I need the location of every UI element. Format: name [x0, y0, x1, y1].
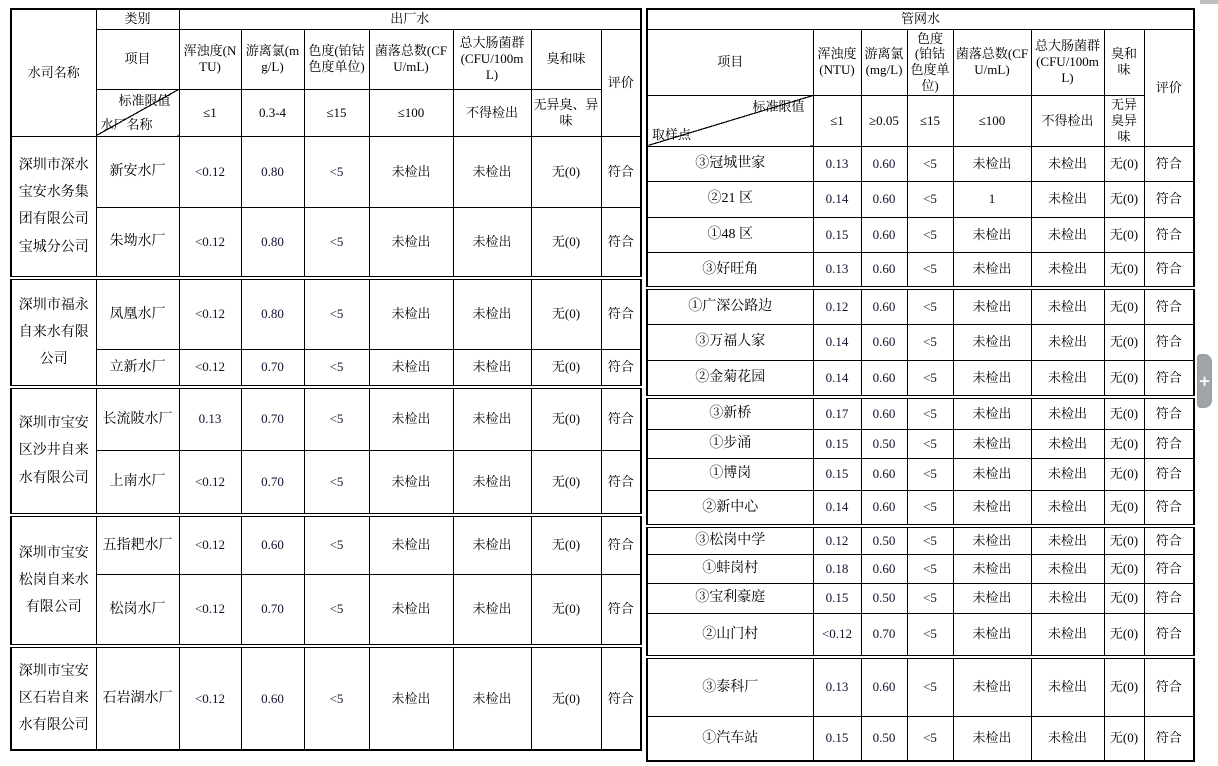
- evaluation-value: 符合: [1144, 458, 1194, 490]
- evaluation-value: 符合: [1144, 288, 1194, 324]
- color-value: <5: [907, 217, 953, 252]
- colony-count-value: 未检出: [369, 515, 453, 574]
- color-value: <5: [907, 360, 953, 397]
- turbidity-value: 0.15: [813, 583, 861, 613]
- evaluation-value: 符合: [1144, 252, 1194, 288]
- plant-name-cell: 上南水厂: [96, 450, 179, 515]
- coliform-value: 未检出: [1031, 429, 1104, 458]
- colony-count-value: 未检出: [953, 360, 1031, 397]
- sampling-point-cell: ③冠城世家: [647, 146, 813, 181]
- colony-count-value: 未检出: [953, 288, 1031, 324]
- turbidity-value: 0.15: [813, 217, 861, 252]
- evaluation-value: 符合: [1144, 554, 1194, 583]
- evaluation-value: 符合: [1144, 429, 1194, 458]
- limit-cell: 不得检出: [1031, 95, 1104, 146]
- sampling-point-cell: ②21 区: [647, 181, 813, 217]
- turbidity-value: 0.15: [813, 429, 861, 458]
- colony-count-value: 未检出: [369, 387, 453, 450]
- limit-cell: ≥0.05: [861, 95, 907, 146]
- metric-header: 臭和味: [531, 29, 601, 89]
- colony-count-value: 未检出: [369, 136, 453, 207]
- limit-cell: 无异臭异味: [1104, 95, 1144, 146]
- odor-value: 无(0): [1104, 716, 1144, 761]
- turbidity-value: 0.14: [813, 490, 861, 526]
- company-name-cell: 深圳市深水宝安水务集团有限公司宝城分公司: [11, 136, 96, 278]
- coliform-value: 未检出: [453, 278, 531, 349]
- odor-value: 无(0): [1104, 288, 1144, 324]
- coliform-value: 未检出: [453, 646, 531, 750]
- coliform-value: 未检出: [1031, 490, 1104, 526]
- metric-header: 总大肠菌群(CFU/100mL): [453, 29, 531, 89]
- top-scrollbar-fragment[interactable]: [1200, 0, 1218, 4]
- metric-header: 浑浊度(NTU): [813, 29, 861, 95]
- turbidity-value: 0.13: [813, 657, 861, 716]
- evaluation-value: 符合: [1144, 716, 1194, 761]
- odor-value: 无(0): [1104, 554, 1144, 583]
- sampling-point-cell: ③松岗中学: [647, 526, 813, 554]
- company-column-header: 水司名称: [11, 9, 96, 136]
- limit-cell: ≤1: [179, 89, 241, 136]
- odor-value: 无(0): [1104, 429, 1144, 458]
- item-header: 项目: [96, 29, 179, 89]
- color-value: <5: [907, 458, 953, 490]
- standard-limit-diagonal-cell: [647, 95, 813, 146]
- odor-value: 无(0): [1104, 657, 1144, 716]
- color-value: <5: [304, 515, 369, 574]
- chlorine-value: 0.50: [861, 716, 907, 761]
- evaluation-value: 符合: [1144, 490, 1194, 526]
- colony-count-value: 未检出: [953, 429, 1031, 458]
- colony-count-value: 未检出: [953, 217, 1031, 252]
- sampling-point-cell: ①广深公路边: [647, 288, 813, 324]
- limit-cell: ≤15: [907, 95, 953, 146]
- color-value: <5: [907, 181, 953, 217]
- limit-cell: ≤100: [953, 95, 1031, 146]
- colony-count-value: 未检出: [369, 646, 453, 750]
- sampling-point-cell: ③宝利豪庭: [647, 583, 813, 613]
- turbidity-value: <0.12: [179, 136, 241, 207]
- coliform-value: 未检出: [1031, 583, 1104, 613]
- turbidity-value: 0.14: [813, 360, 861, 397]
- color-value: <5: [304, 574, 369, 646]
- metric-header: 臭和味: [1104, 29, 1144, 95]
- color-value: <5: [304, 387, 369, 450]
- odor-value: 无(0): [1104, 324, 1144, 360]
- turbidity-value: <0.12: [179, 278, 241, 349]
- turbidity-value: 0.15: [813, 716, 861, 761]
- colony-count-value: 未检出: [953, 613, 1031, 657]
- chlorine-value: 0.60: [861, 554, 907, 583]
- evaluation-value: 符合: [601, 646, 641, 750]
- coliform-value: 未检出: [1031, 554, 1104, 583]
- colony-count-value: 未检出: [369, 574, 453, 646]
- metric-header: 菌落总数(CFU/mL): [953, 29, 1031, 95]
- odor-value: 无(0): [1104, 146, 1144, 181]
- sampling-point-cell: ①汽车站: [647, 716, 813, 761]
- coliform-value: 未检出: [1031, 458, 1104, 490]
- coliform-value: 未检出: [1031, 716, 1104, 761]
- turbidity-value: 0.12: [813, 526, 861, 554]
- plant-name-cell: 石岩湖水厂: [96, 646, 179, 750]
- color-value: <5: [907, 146, 953, 181]
- turbidity-value: 0.17: [813, 397, 861, 429]
- chlorine-value: 0.70: [241, 387, 304, 450]
- evaluation-value: 符合: [1144, 181, 1194, 217]
- coliform-value: 未检出: [1031, 146, 1104, 181]
- evaluation-value: 符合: [601, 515, 641, 574]
- evaluation-value: 符合: [601, 278, 641, 349]
- chlorine-value: 0.80: [241, 136, 304, 207]
- chlorine-value: 0.60: [861, 458, 907, 490]
- evaluation-value: 符合: [601, 349, 641, 387]
- chlorine-value: 0.80: [241, 278, 304, 349]
- standard-limit-diagonal-cell: [96, 89, 179, 136]
- colony-count-value: 未检出: [953, 490, 1031, 526]
- metric-header: 游离氯(mg/L): [861, 29, 907, 95]
- plant-name-cell: 五指耙水厂: [96, 515, 179, 574]
- plant-name-cell: 立新水厂: [96, 349, 179, 387]
- chlorine-value: 0.60: [861, 288, 907, 324]
- company-name-cell: 深圳市宝安区石岩自来水有限公司: [11, 646, 96, 750]
- coliform-value: 未检出: [453, 387, 531, 450]
- sampling-point-cell: ①步涌: [647, 429, 813, 458]
- evaluation-value: 符合: [1144, 324, 1194, 360]
- color-value: <5: [907, 397, 953, 429]
- odor-value: 无(0): [1104, 458, 1144, 490]
- coliform-value: 未检出: [1031, 613, 1104, 657]
- evaluation-value: 符合: [1144, 657, 1194, 716]
- metric-header: 游离氯(mg/L): [241, 29, 304, 89]
- odor-value: 无(0): [1104, 360, 1144, 397]
- coliform-value: 未检出: [1031, 360, 1104, 397]
- color-value: <5: [304, 136, 369, 207]
- evaluation-header: 评价: [1144, 29, 1194, 146]
- limit-cell: 0.3-4: [241, 89, 304, 136]
- colony-count-value: 未检出: [953, 324, 1031, 360]
- chlorine-value: 0.60: [861, 490, 907, 526]
- colony-count-value: 未检出: [953, 554, 1031, 583]
- sampling-point-cell: ③泰科厂: [647, 657, 813, 716]
- chlorine-value: 0.70: [861, 613, 907, 657]
- color-value: <5: [907, 324, 953, 360]
- coliform-value: 未检出: [1031, 288, 1104, 324]
- sampling-point-cell: ③新桥: [647, 397, 813, 429]
- colony-count-value: 未检出: [953, 458, 1031, 490]
- evaluation-value: 符合: [1144, 217, 1194, 252]
- limit-cell: 无异臭、异味: [531, 89, 601, 136]
- odor-value: 无(0): [531, 574, 601, 646]
- colony-count-value: 未检出: [369, 207, 453, 278]
- sampling-point-cell: ①48 区: [647, 217, 813, 252]
- turbidity-value: <0.12: [179, 349, 241, 387]
- evaluation-value: 符合: [601, 574, 641, 646]
- turbidity-value: 0.12: [813, 288, 861, 324]
- company-name-cell: 深圳市宝安区沙井自来水有限公司: [11, 387, 96, 515]
- color-value: <5: [907, 657, 953, 716]
- plant-name-cell: 凤凰水厂: [96, 278, 179, 349]
- chlorine-value: 0.60: [861, 657, 907, 716]
- color-value: <5: [907, 429, 953, 458]
- factory-water-table: [10, 8, 642, 751]
- evaluation-value: 符合: [601, 207, 641, 278]
- evaluation-value: 符合: [1144, 360, 1194, 397]
- odor-value: 无(0): [1104, 490, 1144, 526]
- metric-header: 总大肠菌群(CFU/100mL): [1031, 29, 1104, 95]
- plant-name-cell: 长流陂水厂: [96, 387, 179, 450]
- diagonal-top-label: 标准限值: [752, 98, 805, 114]
- limit-cell: 不得检出: [453, 89, 531, 136]
- chlorine-value: 0.70: [241, 574, 304, 646]
- colony-count-value: 未检出: [369, 450, 453, 515]
- odor-value: 无(0): [531, 136, 601, 207]
- coliform-value: 未检出: [1031, 217, 1104, 252]
- metric-header: 浑浊度(NTU): [179, 29, 241, 89]
- colony-count-value: 未检出: [953, 397, 1031, 429]
- evaluation-value: 符合: [1144, 526, 1194, 554]
- chlorine-value: 0.60: [861, 324, 907, 360]
- turbidity-value: <0.12: [179, 450, 241, 515]
- color-value: <5: [907, 288, 953, 324]
- sampling-point-cell: ①蚌岗村: [647, 554, 813, 583]
- coliform-value: 未检出: [1031, 324, 1104, 360]
- chlorine-value: 0.50: [861, 429, 907, 458]
- sampling-point-cell: ②山门村: [647, 613, 813, 657]
- odor-value: 无(0): [531, 515, 601, 574]
- odor-value: 无(0): [1104, 583, 1144, 613]
- turbidity-value: <0.12: [179, 515, 241, 574]
- diagonal-bottom-label: 取样点: [652, 126, 692, 142]
- evaluation-value: 符合: [601, 387, 641, 450]
- coliform-value: 未检出: [453, 136, 531, 207]
- coliform-value: 未检出: [453, 515, 531, 574]
- colony-count-value: 未检出: [369, 349, 453, 387]
- turbidity-value: 0.15: [813, 458, 861, 490]
- turbidity-value: <0.12: [179, 207, 241, 278]
- colony-count-value: 1: [953, 181, 1031, 217]
- sampling-point-cell: ①博岗: [647, 458, 813, 490]
- colony-count-value: 未检出: [953, 657, 1031, 716]
- coliform-value: 未检出: [453, 207, 531, 278]
- chlorine-value: 0.60: [861, 360, 907, 397]
- color-value: <5: [304, 646, 369, 750]
- colony-count-value: 未检出: [953, 146, 1031, 181]
- chlorine-value: 0.50: [861, 583, 907, 613]
- turbidity-value: <0.12: [813, 613, 861, 657]
- colony-count-value: 未检出: [953, 716, 1031, 761]
- turbidity-value: <0.12: [179, 646, 241, 750]
- chlorine-value: 0.60: [241, 515, 304, 574]
- colony-count-value: 未检出: [369, 278, 453, 349]
- odor-value: 无(0): [1104, 217, 1144, 252]
- chlorine-value: 0.80: [241, 207, 304, 278]
- diagonal-top-label: 标准限值: [118, 92, 171, 108]
- turbidity-value: 0.14: [813, 324, 861, 360]
- odor-value: 无(0): [1104, 397, 1144, 429]
- coliform-value: 未检出: [1031, 657, 1104, 716]
- sampling-point-cell: ③好旺角: [647, 252, 813, 288]
- evaluation-value: 符合: [1144, 146, 1194, 181]
- sampling-point-cell: ②金菊花园: [647, 360, 813, 397]
- turbidity-value: <0.12: [179, 574, 241, 646]
- coliform-value: 未检出: [453, 450, 531, 515]
- odor-value: 无(0): [531, 349, 601, 387]
- coliform-value: 未检出: [1031, 181, 1104, 217]
- plus-icon: +: [1198, 372, 1211, 390]
- odor-value: 无(0): [1104, 252, 1144, 288]
- coliform-value: 未检出: [453, 349, 531, 387]
- plant-name-cell: 新安水厂: [96, 136, 179, 207]
- chlorine-value: 0.60: [241, 646, 304, 750]
- coliform-value: 未检出: [1031, 397, 1104, 429]
- chlorine-value: 0.60: [861, 252, 907, 288]
- company-name-cell: 深圳市福永自来水有限公司: [11, 278, 96, 387]
- color-value: <5: [907, 613, 953, 657]
- turbidity-value: 0.13: [179, 387, 241, 450]
- company-name-cell: 深圳市宝安松岗自来水有限公司: [11, 515, 96, 646]
- chlorine-value: 0.60: [861, 217, 907, 252]
- turbidity-value: 0.14: [813, 181, 861, 217]
- chlorine-value: 0.70: [241, 349, 304, 387]
- odor-value: 无(0): [1104, 613, 1144, 657]
- chlorine-value: 0.60: [861, 181, 907, 217]
- odor-value: 无(0): [531, 450, 601, 515]
- metric-header: 色度(铂钴色度单位): [304, 29, 369, 89]
- turbidity-value: 0.13: [813, 146, 861, 181]
- color-value: <5: [304, 278, 369, 349]
- odor-value: 无(0): [531, 387, 601, 450]
- sampling-point-cell: ③万福人家: [647, 324, 813, 360]
- color-value: <5: [304, 349, 369, 387]
- section-label: 出厂水: [179, 9, 641, 29]
- turbidity-value: 0.18: [813, 554, 861, 583]
- color-value: <5: [907, 716, 953, 761]
- coliform-value: 未检出: [1031, 252, 1104, 288]
- chlorine-value: 0.60: [861, 397, 907, 429]
- color-value: <5: [304, 207, 369, 278]
- metric-header: 色度(铂钴色度单位): [907, 29, 953, 95]
- turbidity-value: 0.13: [813, 252, 861, 288]
- metric-header: 菌落总数(CFU/mL): [369, 29, 453, 89]
- odor-value: 无(0): [531, 278, 601, 349]
- odor-value: 无(0): [531, 646, 601, 750]
- chlorine-value: 0.50: [861, 526, 907, 554]
- color-value: <5: [907, 526, 953, 554]
- chlorine-value: 0.70: [241, 450, 304, 515]
- evaluation-value: 符合: [601, 450, 641, 515]
- odor-value: 无(0): [1104, 181, 1144, 217]
- evaluation-value: 符合: [1144, 583, 1194, 613]
- plant-name-cell: 松岗水厂: [96, 574, 179, 646]
- odor-value: 无(0): [1104, 526, 1144, 554]
- pipe-water-table: [646, 8, 1195, 762]
- color-value: <5: [304, 450, 369, 515]
- coliform-value: 未检出: [453, 574, 531, 646]
- evaluation-value: 符合: [601, 136, 641, 207]
- color-value: <5: [907, 554, 953, 583]
- plant-name-cell: 朱坳水厂: [96, 207, 179, 278]
- section-label: 管网水: [647, 9, 1194, 29]
- colony-count-value: 未检出: [953, 583, 1031, 613]
- color-value: <5: [907, 583, 953, 613]
- item-header: 项目: [647, 29, 813, 95]
- chlorine-value: 0.60: [861, 146, 907, 181]
- evaluation-value: 符合: [1144, 613, 1194, 657]
- evaluation-value: 符合: [1144, 397, 1194, 429]
- limit-cell: ≤15: [304, 89, 369, 136]
- colony-count-value: 未检出: [953, 252, 1031, 288]
- coliform-value: 未检出: [1031, 526, 1104, 554]
- diagonal-bottom-label: 水厂名称: [100, 116, 153, 132]
- color-value: <5: [907, 252, 953, 288]
- limit-cell: ≤1: [813, 95, 861, 146]
- side-scroll-handle[interactable]: [1197, 354, 1212, 408]
- colony-count-value: 未检出: [953, 526, 1031, 554]
- color-value: <5: [907, 490, 953, 526]
- category-label: 类别: [96, 9, 179, 29]
- odor-value: 无(0): [531, 207, 601, 278]
- sampling-point-cell: ②新中心: [647, 490, 813, 526]
- evaluation-header: 评价: [601, 29, 641, 136]
- limit-cell: ≤100: [369, 89, 453, 136]
